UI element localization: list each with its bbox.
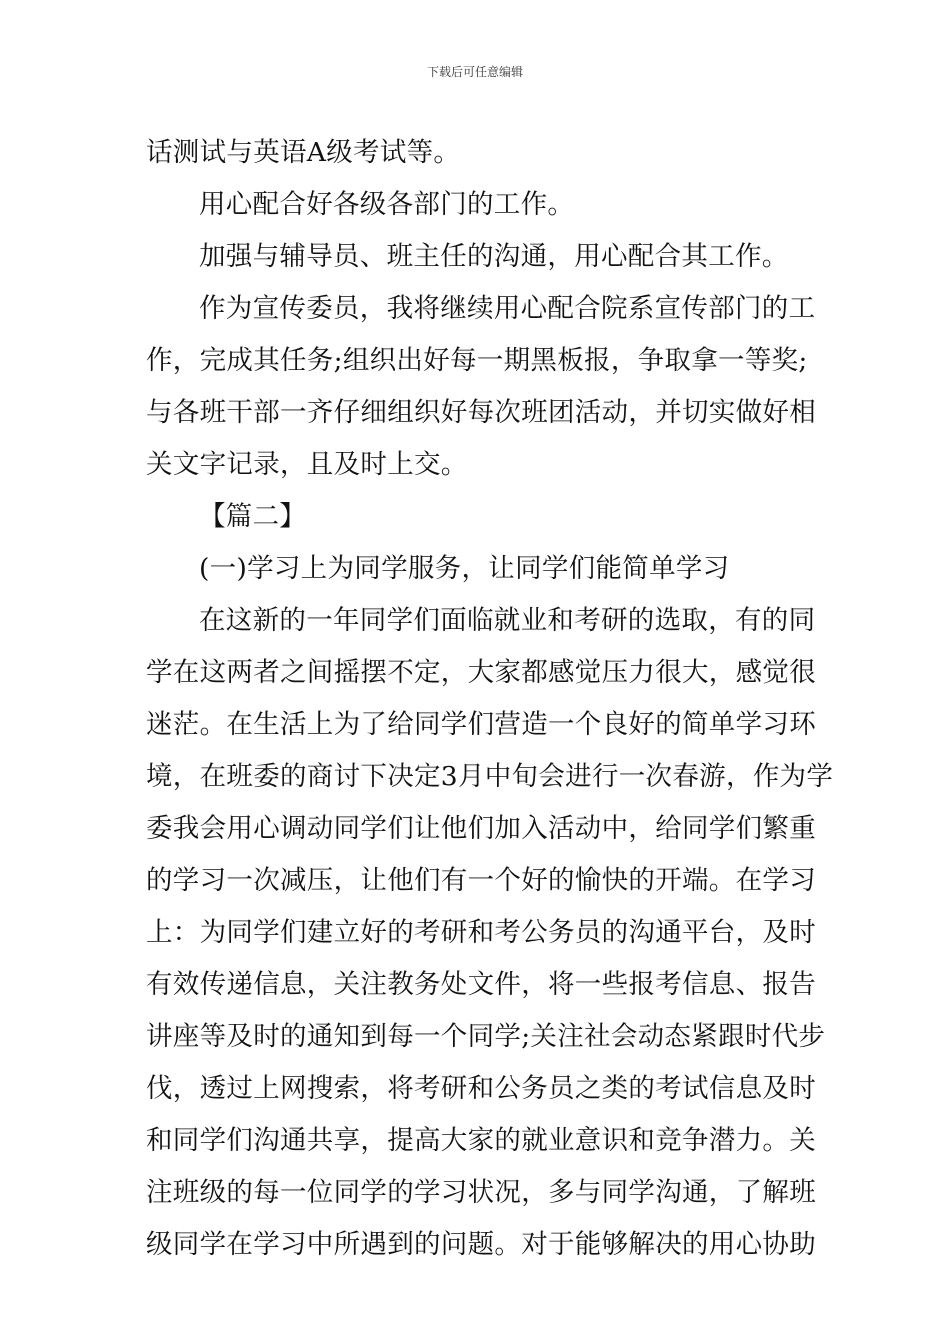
text-line: 作，完成其任务;组织出好每一期黑板报，争取拿一等奖;: [146, 345, 808, 376]
text-line: 作为宣传委员，我将继续用心配合院系宣传部门的工: [199, 293, 816, 324]
text-line: 和同学们沟通共享，提高大家的就业意识和竞争潜力。关: [146, 1125, 816, 1156]
text-line: 话测试与英语A级考试等。: [146, 137, 461, 168]
text-line: 学在这两者之间摇摆不定，大家都感觉压力很大，感觉很: [146, 657, 816, 688]
text-line: 迷茫。在生活上为了给同学们营造一个良好的简单学习环: [146, 709, 816, 740]
text-line: 有效传递信息，关注教务处文件，将一些报考信息、报告: [146, 969, 816, 1000]
text-line: 的学习一次减压，让他们有一个好的愉快的开端。在学习: [146, 865, 816, 896]
text-line: 伐，透过上网搜索，将考研和公务员之类的考试信息及时: [146, 1073, 816, 1104]
text-line: 上：为同学们建立好的考研和考公务员的沟通平台，及时: [146, 917, 816, 948]
section-heading: 【篇二】: [199, 501, 307, 532]
page-header: 下载后可任意编辑: [426, 65, 523, 79]
text-line: 关文字记录，且及时上交。: [146, 449, 468, 480]
document-body: [146, 127, 834, 1271]
text-line: 用心配合好各级各部门的工作。: [199, 189, 575, 220]
text-line: 讲座等及时的通知到每一个同学;关注社会动态紧跟时代步: [146, 1021, 826, 1052]
text-line: 在这新的一年同学们面临就业和考研的选取，有的同: [199, 605, 816, 636]
text-line: 加强与辅导员、班主任的沟通，用心配合其工作。: [199, 241, 789, 272]
text-line: 级同学在学习中所遇到的问题。对于能够解决的用心协助: [146, 1229, 816, 1260]
text-line: 注班级的每一位同学的学习状况，多与同学沟通，了解班: [146, 1177, 816, 1208]
text-line: 境，在班委的商讨下决定3月中旬会进行一次春游，作为学: [146, 761, 834, 792]
text-line: 委我会用心调动同学们让他们加入活动中，给同学们繁重: [146, 813, 816, 844]
subsection-heading: (一)学习上为同学服务，让同学们能简单学习: [199, 553, 730, 584]
text-line: 与各班干部一齐仔细组织好每次班团活动，并切实做好相: [146, 397, 816, 428]
